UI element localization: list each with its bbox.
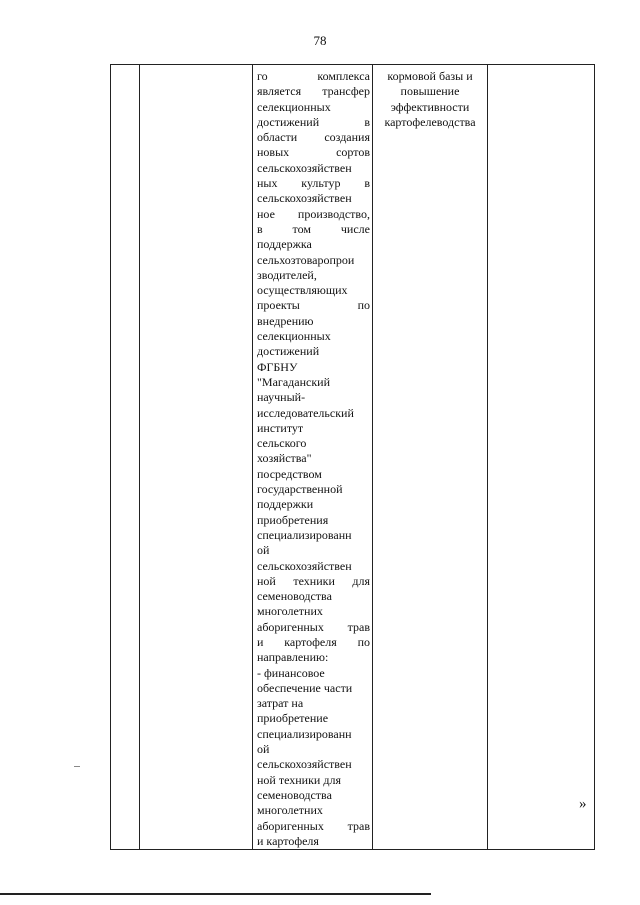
result-line: кормовой базы и [387,69,473,83]
description-line: селекционных [257,329,331,344]
description-line: сельскохозяйствен [257,191,352,206]
description-line: направлению: [257,650,329,665]
description-line: сельскохозяйствен [257,558,352,573]
description-line: новых сортов [257,145,370,160]
description-line: государственной [257,482,343,497]
description-line: области создания [257,130,370,145]
description-line: поддержка [257,237,312,252]
description-line: внедрению [257,313,314,328]
description-line: сельскохозяйствен [257,160,352,175]
description-line: затрат на [257,696,304,711]
description-line: сельского [257,436,307,451]
description-line: институт [257,420,304,435]
description-line: в том числе [257,221,370,236]
description-line: хозяйства" [257,451,312,466]
table-cell-number [111,65,140,850]
description-line: ФГБНУ [257,359,298,374]
description-line: семеноводства [257,589,332,604]
description-line: селекционных [257,99,331,114]
description-line: сельскохозяйствен [257,757,352,772]
footer-rule [0,893,431,895]
description-line: является трансфер [257,84,370,99]
table-cell-result [373,65,488,850]
description-line: многолетних [257,604,323,619]
description-line: осуществляющих [257,283,348,298]
description-line: достижений [257,344,320,359]
description-line: посредством [257,466,322,481]
description-line: аборигенных трав [257,619,370,634]
description-line: семеноводства [257,787,332,802]
description-line: научный- [257,390,306,405]
description-line: специализированн [257,527,352,542]
description-line: зводителей, [257,267,317,282]
description-line: многолетних [257,803,323,818]
description-line: сельхозтоваропрои [257,252,355,267]
description-line: обеспечение части [257,680,353,695]
closing-quote-mark: » [579,796,587,812]
document-table [110,64,595,850]
table-cell-name [140,65,253,850]
description-line: ных культур в [257,176,370,191]
description-line: исследовательский [257,405,354,420]
result-line: эффективности [390,99,470,114]
description-line: ой [257,543,270,558]
description-line: ой [257,742,270,757]
description-line: и картофеля по [257,634,370,649]
table-cell-description [253,65,373,850]
description-line: ной техники для [257,573,370,588]
table-row [111,65,595,850]
table-cell-extra [488,65,595,850]
description-line: приобретение [257,711,329,726]
description-line: приобретения [257,512,329,527]
description-line: и картофеля [257,833,319,848]
description-line: поддержки [257,497,314,512]
description-line: ной техники для [257,772,341,787]
description-line: специализированн [257,726,352,741]
description-line: аборигенных трав [257,818,370,833]
description-line: достижений в [257,114,370,129]
description-line: ное производство, [257,206,370,221]
result-line: повышение [400,84,460,99]
description-line: - финансовое [257,665,325,680]
description-line: "Магаданский [257,374,330,389]
description-line: го комплекса [257,69,370,83]
description-line: проекты по [257,298,370,313]
result-line: картофелеводства [384,114,476,129]
page-number: 78 [313,33,327,48]
scan-edge-mark [74,766,80,767]
